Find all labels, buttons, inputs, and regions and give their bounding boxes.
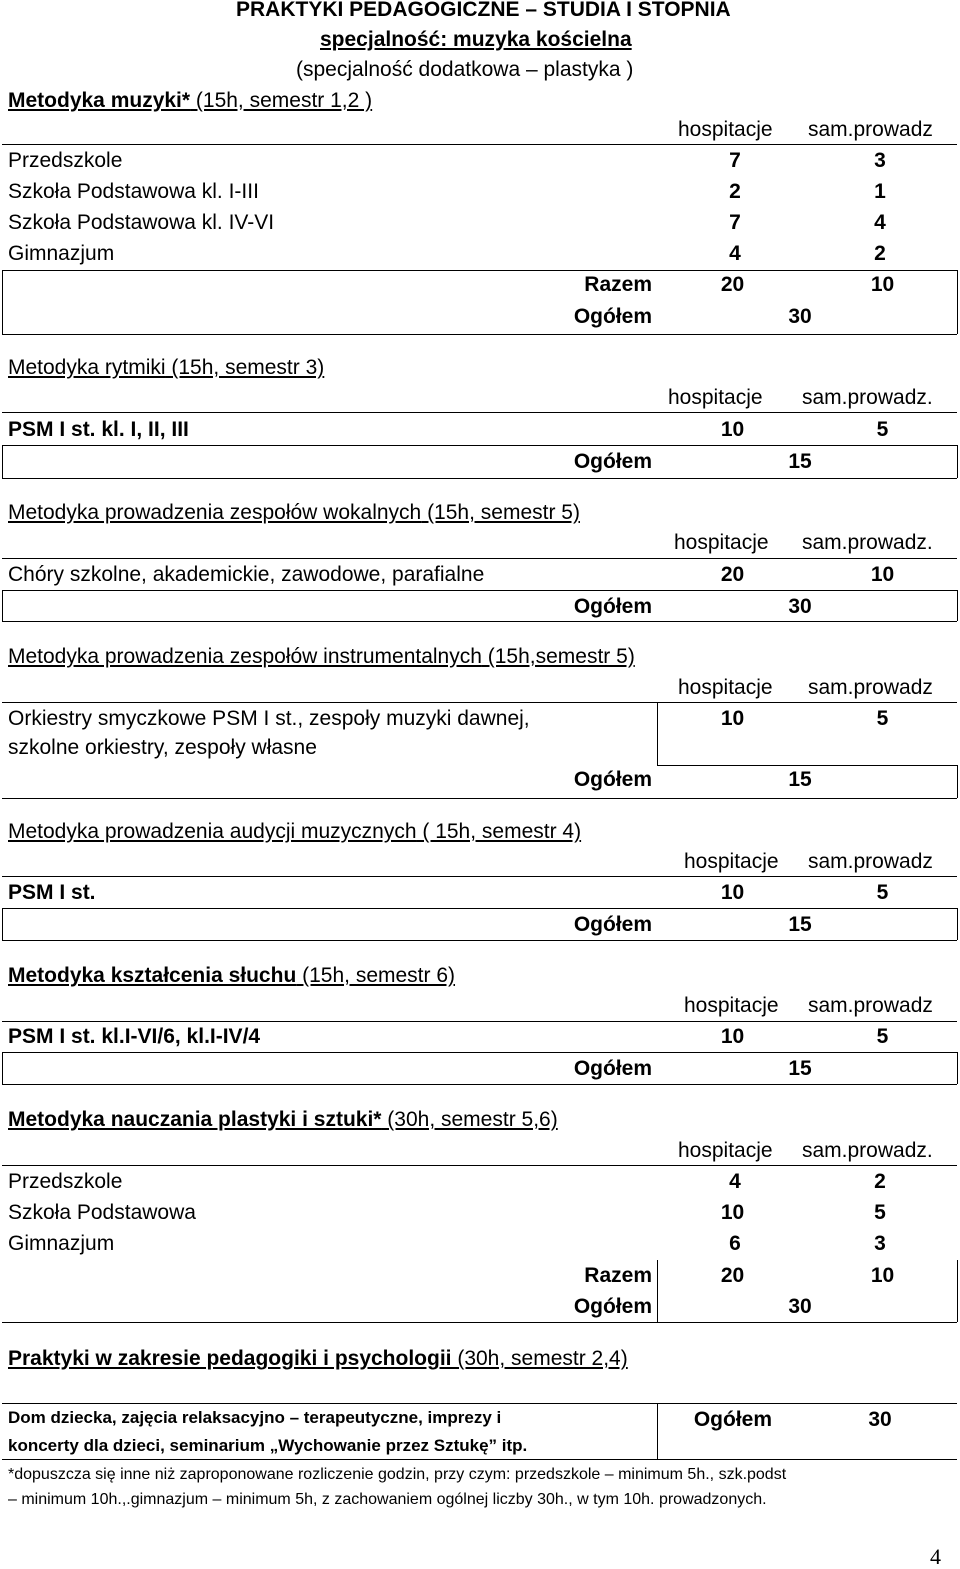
s5-title-name: Metodyka prowadzenia audycji muzycznych — [8, 820, 417, 843]
s7-razem-label: Razem — [584, 1264, 652, 1287]
s1-row-label: Szkoła Podstawowa kl. I-III — [8, 180, 259, 203]
s7-row-h: 10 — [720, 1201, 745, 1224]
s2-row-label: PSM I st. kl. I, II, III — [8, 418, 189, 441]
s3-ogolem-value: 30 — [788, 595, 812, 618]
s7-col-hospitacje: hospitacje — [678, 1139, 773, 1162]
s1-ogolem-label: Ogółem — [573, 305, 652, 328]
s3-row-h: 20 — [720, 563, 745, 586]
s4-title — [8, 645, 635, 669]
s8-title — [8, 1347, 628, 1371]
s1-razem-s: 10 — [870, 273, 895, 296]
s2-title — [8, 356, 324, 380]
s2-col-samprowadz: sam.prowadz. — [802, 386, 933, 409]
s1-row-h: 7 — [729, 149, 741, 172]
s4-ogolem-label: Ogółem — [573, 768, 652, 791]
s7-razem-h: 20 — [720, 1264, 745, 1287]
s6-col-hospitacje: hospitacje — [684, 994, 779, 1017]
s5-row-s: 5 — [876, 881, 889, 904]
s6-title-hours: (15h, semestr 6) — [296, 964, 456, 987]
s7-row-label: Gimnazjum — [8, 1232, 115, 1255]
s1-col-samprowadz: sam.prowadz — [808, 118, 933, 141]
s1-row-s: 4 — [874, 211, 886, 234]
s8-row-label-line2: koncerty dla dzieci, seminarium „Wychowanie przez Sztukę” itp. — [8, 1436, 528, 1455]
s1-row-label: Szkoła Podstawowa kl. IV-VI — [8, 211, 275, 234]
s8-title-hours: (30h, semestr 2,4) — [451, 1347, 628, 1370]
s5-col-samprowadz: sam.prowadz — [808, 850, 933, 873]
s4-col-samprowadz: sam.prowadz — [808, 676, 933, 699]
s1-razem-label: Razem — [584, 273, 652, 296]
s6-ogolem-value: 15 — [788, 1057, 812, 1080]
s7-row-s: 2 — [874, 1170, 886, 1193]
s5-col-hospitacje: hospitacje — [684, 850, 779, 873]
s7-row-s: 5 — [874, 1201, 886, 1224]
s1-title-hours: (15h, semestr 1,2 ) — [190, 89, 373, 112]
s7-row-h: 6 — [729, 1232, 741, 1255]
s2-col-hospitacje: hospitacje — [668, 386, 763, 409]
s5-row-h: 10 — [720, 881, 745, 904]
s4-row-label-line2: szkolne orkiestry, zespoły własne — [8, 736, 317, 759]
s1-title — [8, 89, 372, 113]
s7-razem-s: 10 — [870, 1264, 895, 1287]
s6-row-s: 5 — [876, 1025, 889, 1048]
page-number: 4 — [930, 1544, 941, 1569]
s2-ogolem-value: 15 — [788, 450, 812, 473]
s7-title — [8, 1108, 558, 1132]
s4-row-h: 10 — [720, 707, 745, 730]
footnote-line2: – minimum 10h.,.gimnazjum – minimum 5h, z zachowaniem ogólnej liczby 30h., w tym 10h. prowadzonych. — [8, 1491, 767, 1508]
s7-row-label: Przedszkole — [8, 1170, 123, 1193]
s3-row-s: 10 — [870, 563, 895, 586]
specialty-line: specjalność: muzyka kościelna — [320, 28, 632, 51]
extra-specialty-line: (specjalność dodatkowa – plastyka ) — [296, 58, 634, 81]
s5-ogolem-value: 15 — [788, 913, 812, 936]
s4-col-hospitacje: hospitacje — [678, 676, 773, 699]
s1-title-name: Metodyka muzyki* — [8, 89, 191, 112]
s8-ogolem-label: Ogółem — [693, 1408, 772, 1431]
s1-row-h: 7 — [729, 211, 741, 234]
s1-row-h: 4 — [729, 242, 741, 265]
s3-title-hours: (15h, semestr 5) — [421, 501, 580, 524]
s1-row-label: Przedszkole — [8, 149, 123, 172]
s4-title-hours: (15h,semestr 5) — [481, 645, 635, 668]
s7-ogolem-label: Ogółem — [573, 1295, 652, 1318]
s6-ogolem-label: Ogółem — [573, 1057, 652, 1080]
s2-row-h: 10 — [720, 418, 745, 441]
s1-row-h: 2 — [729, 180, 741, 203]
s7-title-name: Metodyka nauczania plastyki i sztuki* — [8, 1108, 382, 1131]
s7-row-label: Szkoła Podstawowa — [8, 1201, 196, 1224]
s4-ogolem-value: 15 — [788, 768, 812, 791]
s7-row-h: 4 — [729, 1170, 741, 1193]
s1-row-s: 2 — [874, 242, 886, 265]
s7-ogolem-value: 30 — [788, 1295, 812, 1318]
s3-row-label: Chóry szkolne, akademickie, zawodowe, parafialne — [8, 563, 485, 586]
s1-ogolem-value: 30 — [788, 305, 812, 328]
s6-row-h: 10 — [720, 1025, 745, 1048]
s1-row-s: 3 — [874, 149, 886, 172]
s8-title-name: Praktyki w zakresie pedagogiki i psychologii — [8, 1347, 452, 1370]
s1-row-s: 1 — [874, 180, 886, 203]
page-title: PRAKTYKI PEDAGOGICZNE – STUDIA I STOPNIA — [236, 0, 731, 21]
s8-ogolem-value: 30 — [868, 1408, 892, 1431]
s4-row-label-line1: Orkiestry smyczkowe PSM I st., zespoły muzyki dawnej, — [8, 707, 530, 730]
s3-title-name: Metodyka prowadzenia zespołów wokalnych — [8, 501, 422, 524]
s1-col-hospitacje: hospitacje — [678, 118, 773, 141]
s7-title-hours: (30h, semestr 5,6) — [381, 1108, 558, 1131]
s6-col-samprowadz: sam.prowadz — [808, 994, 933, 1017]
s2-title-hours: (15h, semestr 3) — [165, 356, 325, 379]
s6-title — [8, 964, 455, 988]
s2-ogolem-label: Ogółem — [573, 450, 652, 473]
s3-col-hospitacje: hospitacje — [674, 531, 769, 554]
s2-title-name: Metodyka rytmiki — [8, 356, 166, 379]
s5-title-hours: ( 15h, semestr 4) — [416, 820, 582, 843]
s4-row-s: 5 — [876, 707, 889, 730]
s7-row-s: 3 — [874, 1232, 886, 1255]
s1-row-label: Gimnazjum — [8, 242, 115, 265]
s5-title — [8, 820, 581, 844]
s8-row-label-line1: Dom dziecka, zajęcia relaksacyjno – terapeutyczne, imprezy i — [8, 1408, 502, 1427]
s6-title-name: Metodyka kształcenia słuchu — [8, 964, 297, 987]
s1-razem-h: 20 — [720, 273, 745, 296]
footnote-line1: *dopuszcza się inne niż zaproponowane rozliczenie godzin, przy czym: przedszkole – minimum 5h., szk.podst — [8, 1466, 787, 1483]
s3-col-samprowadz: sam.prowadz. — [802, 531, 933, 554]
s3-ogolem-label: Ogółem — [573, 595, 652, 618]
s3-title — [8, 501, 580, 525]
s6-row-label: PSM I st. kl.I-VI/6, kl.I-IV/4 — [8, 1025, 261, 1048]
s4-title-name: Metodyka prowadzenia zespołów instrumentalnych — [8, 645, 482, 668]
s5-row-label: PSM I st. — [8, 881, 96, 904]
s7-col-samprowadz: sam.prowadz. — [802, 1139, 933, 1162]
s2-row-s: 5 — [876, 418, 889, 441]
s5-ogolem-label: Ogółem — [573, 913, 652, 936]
